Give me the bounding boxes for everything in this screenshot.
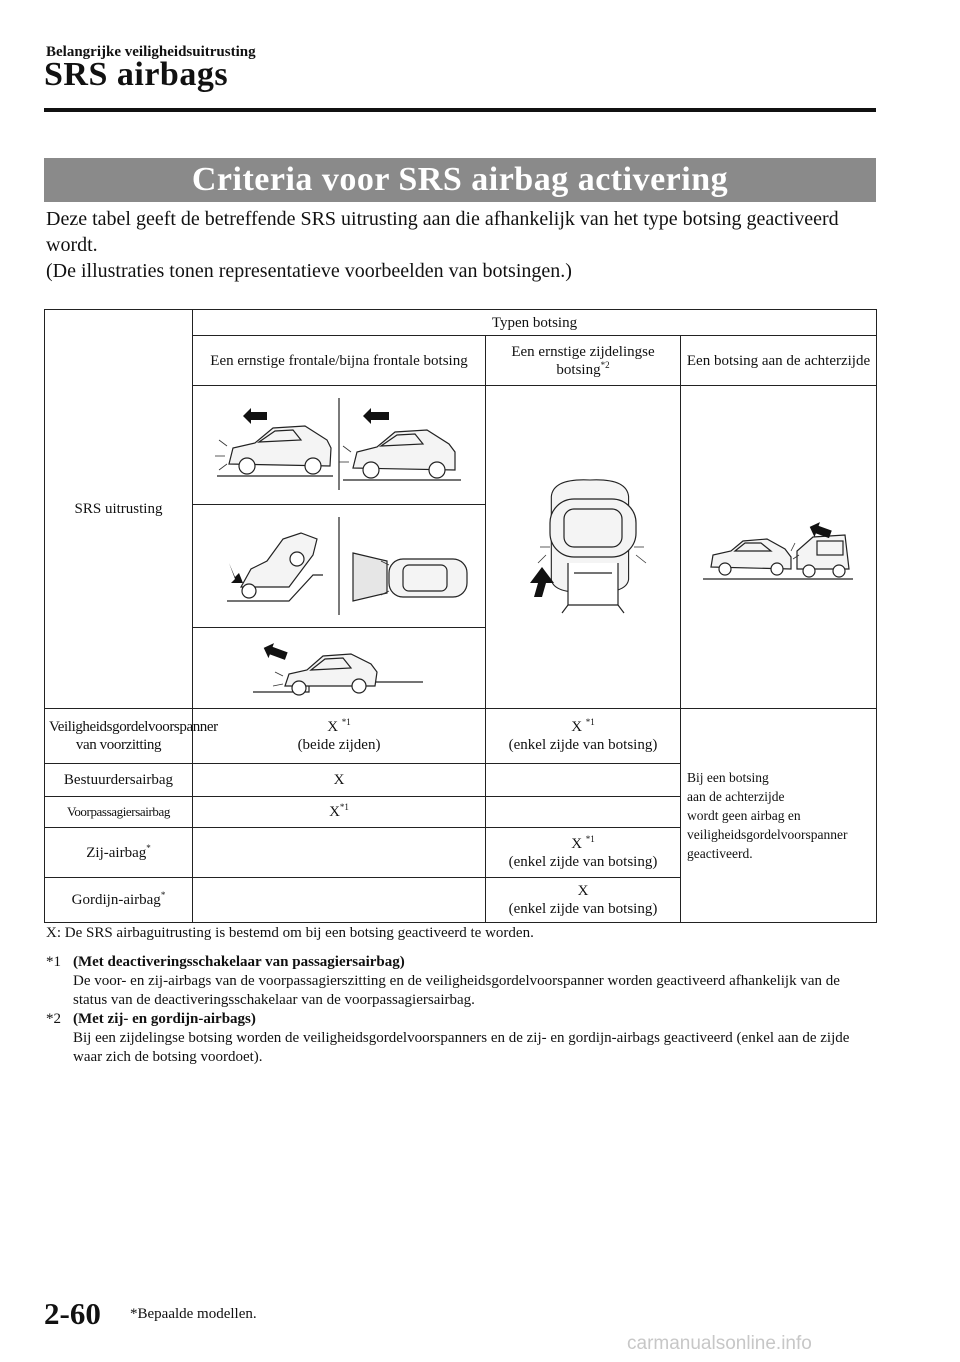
pretensioner-side-cell: X $^{*1}$ (enkel zijde van botsing): [486, 709, 681, 764]
footnote-mark: *2: [46, 1011, 61, 1027]
srs-equipment-header: SRS uitrusting: [45, 310, 193, 709]
page-title: SRS airbags: [44, 56, 229, 93]
footnote-heading: (Met zij- en gordijn-airbags): [73, 1011, 256, 1027]
curtain-airbag-side-cell: X (enkel zijde van botsing): [486, 878, 681, 923]
row-label-driver: Bestuurdersairbag: [45, 764, 193, 797]
table-legend: X: De SRS airbaguitrusting is bestemd om bij een botsing geactiveerd te worden.: [46, 925, 534, 941]
side-airbag-frontal-cell: [193, 828, 486, 878]
section-kicker: Belangrijke veiligheidsuitrusting: [46, 44, 256, 60]
footnote-text: Bij een zijdelingse botsing worden de veiligheidsgordelvoorspanners en de zij- en gordijn-airbags geactiveerd (enkel aan de zijde waar zich de botsing voordoet).: [73, 1030, 850, 1065]
driver-side-cell: [486, 764, 681, 797]
footnote-1: [46, 953, 876, 1010]
passenger-frontal-cell: $X^{*1}$: [193, 797, 486, 828]
side-airbag-side-cell: X $^{*1}$ (enkel zijde van botsing): [486, 828, 681, 878]
frontal-offset-collision-illustration: [193, 628, 486, 709]
collision-types-header: Typen botsing: [193, 310, 877, 336]
passenger-side-cell: [486, 797, 681, 828]
footnotes: [46, 953, 876, 1067]
models-footnote: *Bepaalde modellen.: [130, 1306, 257, 1322]
title-rule: [44, 108, 876, 112]
frontal-slope-collision-illustration: [193, 505, 486, 628]
srs-activation-table: [44, 309, 877, 923]
rear-collision-illustration: [681, 386, 877, 709]
row-label-passenger: Voorpassagiersairbag: [45, 797, 193, 828]
row-label-side-airbag: Zij-airbag*: [45, 828, 193, 878]
table-row: [45, 709, 877, 764]
col-rear-header: Een botsing aan de achterzijde: [681, 336, 877, 386]
frontal-collision-illustration: [193, 386, 486, 505]
footnote-mark: *1: [46, 954, 61, 970]
footnote-2: [46, 1010, 876, 1067]
side-collision-illustration: [486, 386, 681, 709]
watermark: carmanualsonline.info: [627, 1333, 812, 1354]
pretensioner-frontal-cell: X $^{*1}$ (beide zijden): [193, 709, 486, 764]
footnote-heading: (Met deactiveringsschakelaar van passagiersairbag): [73, 954, 405, 970]
col-frontal-header: Een ernstige frontale/bijna frontale botsing: [193, 336, 486, 386]
driver-frontal-cell: X: [193, 764, 486, 797]
intro-line-1: Deze tabel geeft de betreffende SRS uitrusting aan die afhankelijk van het type botsing geactiveerd wordt.: [46, 208, 839, 256]
curtain-airbag-frontal-cell: [193, 878, 486, 923]
page-number: 2-60: [44, 1296, 101, 1331]
footnote-text: De voor- en zij-airbags van de voorpassagierszitting en de veiligheidsgordelvoorspanner worden geactiveerd afhankelijk van de status van de deactiveringsschakelaar van de voorpassagiersairbag.: [73, 973, 840, 1008]
col-side-header: Een ernstige zijdelingse botsing$^{*2}$: [486, 336, 681, 386]
intro-line-2: (De illustraties tonen representatieve voorbeelden van botsingen.): [46, 260, 572, 282]
row-label-pretensioner: Veiligheidsgordelvoorspanner van voorzitting: [45, 709, 193, 764]
intro-text: [46, 206, 866, 284]
row-label-curtain-airbag: Gordijn-airbag*: [45, 878, 193, 923]
criteria-banner: Criteria voor SRS airbag activering: [44, 158, 876, 202]
rear-collision-note: Bij een botsing aan de achterzijde wordt geen airbag en veiligheidsgordelvoorspanner geactiveerd.: [681, 709, 877, 923]
